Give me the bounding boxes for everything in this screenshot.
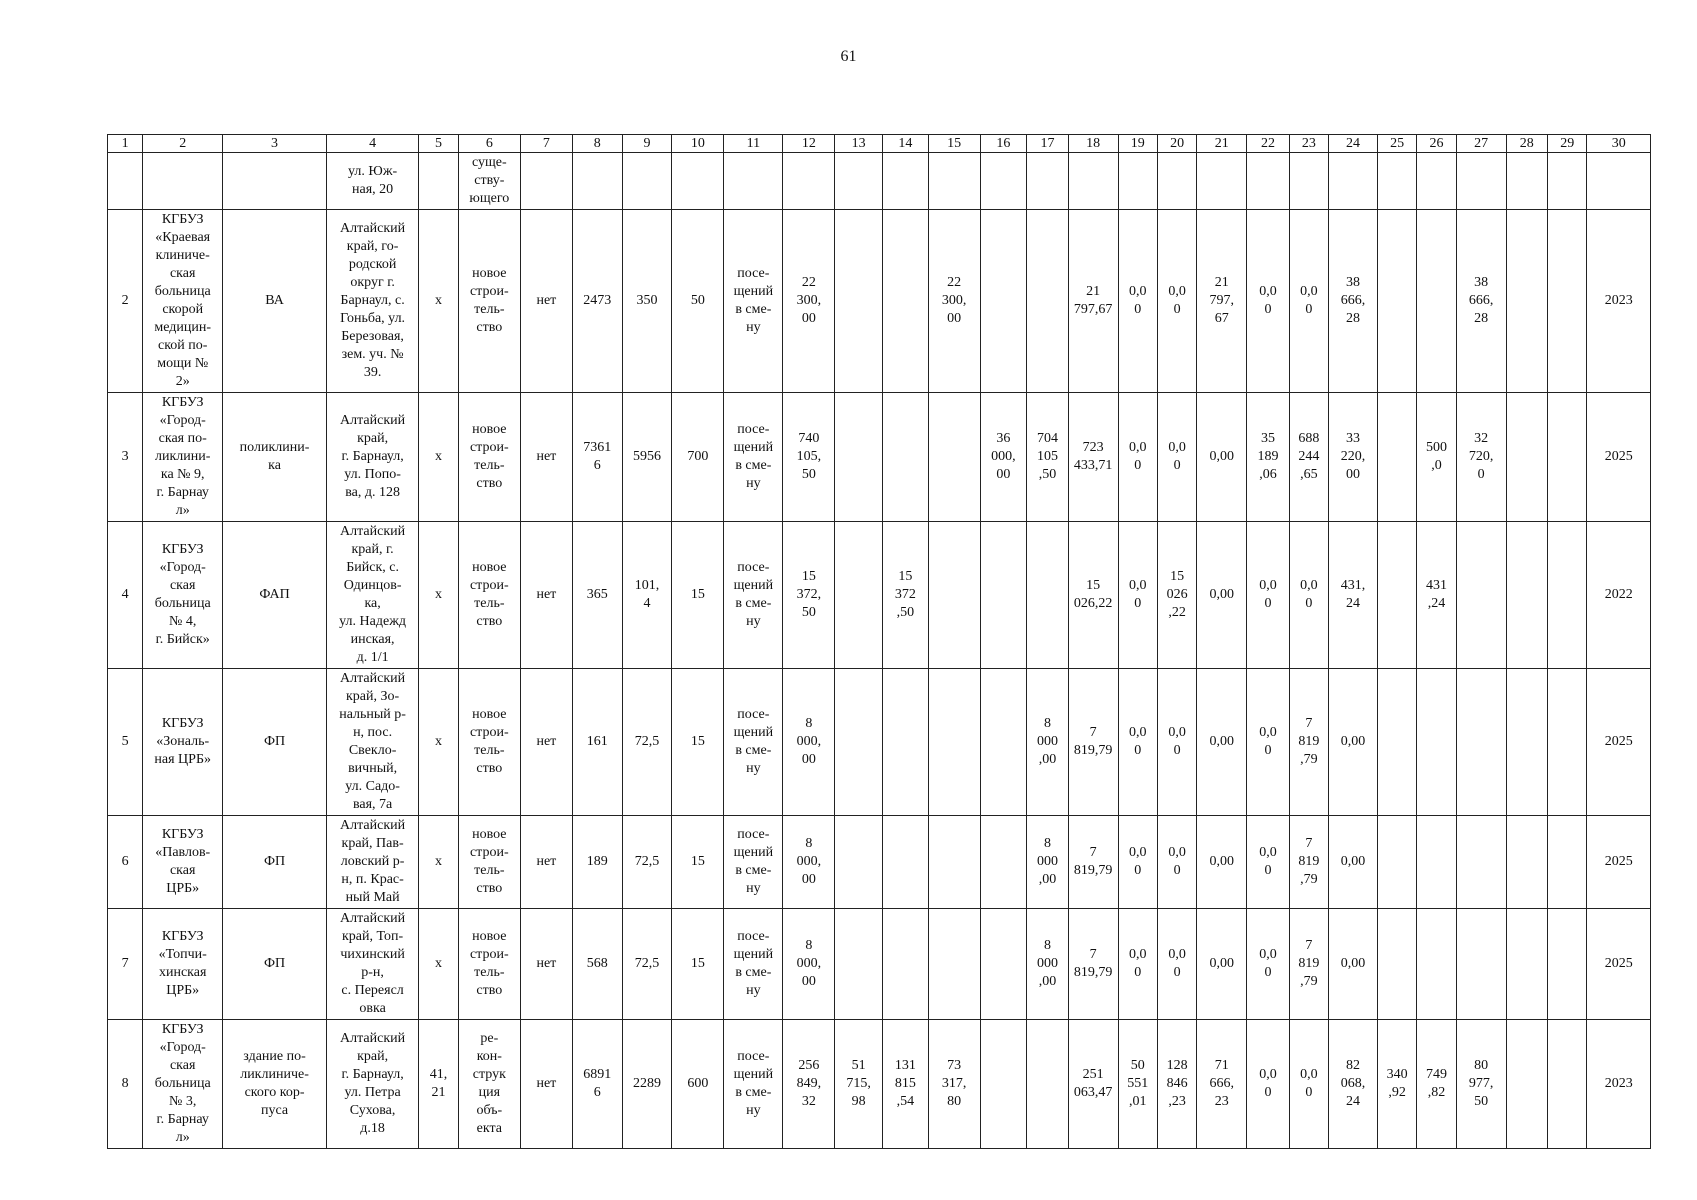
table-cell — [1548, 153, 1587, 210]
table-row — [108, 393, 1651, 522]
table-cell: 700 — [672, 393, 724, 522]
table-cell: 15 026,22 — [1068, 522, 1118, 669]
table-cell — [1377, 393, 1416, 522]
table-cell: 0,00 — [1197, 393, 1247, 522]
table-cell — [1456, 816, 1506, 909]
table-cell: 500 ,0 — [1417, 393, 1456, 522]
table-cell: 2025 — [1587, 816, 1651, 909]
table-cell: нет — [520, 210, 572, 393]
table-cell: посе- щений в сме- ну — [724, 816, 783, 909]
table-cell — [980, 210, 1027, 393]
table-cell: КГБУЗ «Город- ская по- ликлини- ка № 9, г. Барнау л» — [143, 393, 223, 522]
table-cell: 0,0 0 — [1157, 393, 1196, 522]
column-header: 23 — [1289, 135, 1328, 153]
table-cell — [572, 153, 622, 210]
table-cell — [980, 1020, 1027, 1149]
table-cell: 2 — [108, 210, 143, 393]
table-row — [108, 522, 1651, 669]
table-cell — [1377, 153, 1416, 210]
table-cell: 35 189 ,06 — [1247, 393, 1290, 522]
table-cell: 6 — [108, 816, 143, 909]
table-cell: здание по- ликлиниче- ского кор- пуса — [223, 1020, 327, 1149]
table-cell — [835, 816, 883, 909]
table-cell: 7 — [108, 909, 143, 1020]
table-cell: КГБУЗ «Краевая клиниче- ская больница скорой медицин- ской по- мощи № 2» — [143, 210, 223, 393]
table-cell: 8 000, 00 — [783, 816, 835, 909]
table-cell: 0,0 0 — [1118, 393, 1157, 522]
table-cell: 131 815 ,54 — [883, 1020, 929, 1149]
table-cell: 8 000 ,00 — [1027, 816, 1069, 909]
table-cell: КГБУЗ «Павлов- ская ЦРБ» — [143, 816, 223, 909]
table-cell — [1417, 816, 1456, 909]
table-cell: 72,5 — [622, 669, 672, 816]
table-cell — [883, 393, 929, 522]
table-cell — [1548, 393, 1587, 522]
table-cell — [1548, 669, 1587, 816]
table-cell: 0,0 0 — [1247, 210, 1290, 393]
table-cell: 0,0 0 — [1118, 210, 1157, 393]
table-cell — [883, 153, 929, 210]
table-cell: ФП — [223, 669, 327, 816]
table-cell: 0,00 — [1329, 909, 1378, 1020]
table-cell: 128 846 ,23 — [1157, 1020, 1196, 1149]
table-cell — [928, 153, 980, 210]
table-row — [108, 669, 1651, 816]
table-row — [108, 153, 1651, 210]
table-cell: 71 666, 23 — [1197, 1020, 1247, 1149]
column-header: 29 — [1548, 135, 1587, 153]
table-cell — [622, 153, 672, 210]
column-header: 11 — [724, 135, 783, 153]
column-header: 25 — [1377, 135, 1416, 153]
table-cell: 7 819 ,79 — [1289, 909, 1328, 1020]
table-cell: 2473 — [572, 210, 622, 393]
table-cell: 0,0 0 — [1157, 816, 1196, 909]
column-header: 17 — [1027, 135, 1069, 153]
table-cell: 740 105, 50 — [783, 393, 835, 522]
table-cell: 8 000, 00 — [783, 909, 835, 1020]
table-cell: ФАП — [223, 522, 327, 669]
table-cell — [835, 210, 883, 393]
table-cell — [1377, 210, 1416, 393]
table-cell — [980, 153, 1027, 210]
column-header: 13 — [835, 135, 883, 153]
table-cell: 32 720, 0 — [1456, 393, 1506, 522]
table-cell — [1506, 393, 1548, 522]
column-header: 7 — [520, 135, 572, 153]
table-cell: 256 849, 32 — [783, 1020, 835, 1149]
column-header: 12 — [783, 135, 835, 153]
table-cell — [1417, 909, 1456, 1020]
table-cell: посе- щений в сме- ну — [724, 393, 783, 522]
table-cell: 0,0 0 — [1118, 669, 1157, 816]
table-cell: ВА — [223, 210, 327, 393]
table-cell — [1548, 816, 1587, 909]
table-cell: ФП — [223, 909, 327, 1020]
table-cell: 0,0 0 — [1247, 522, 1290, 669]
table-row — [108, 210, 1651, 393]
table-cell: 704 105 ,50 — [1027, 393, 1069, 522]
table-cell: 7 819,79 — [1068, 816, 1118, 909]
table-cell — [835, 393, 883, 522]
table-cell — [672, 153, 724, 210]
table-cell: ре- кон- струк ция объ- екта — [458, 1020, 520, 1149]
table-cell: 0,00 — [1329, 816, 1378, 909]
table-cell: 431 ,24 — [1417, 522, 1456, 669]
table-cell: 15 026 ,22 — [1157, 522, 1196, 669]
table-cell: 72,5 — [622, 816, 672, 909]
table-cell — [980, 909, 1027, 1020]
table-cell: 51 715, 98 — [835, 1020, 883, 1149]
table-cell: 8 000 ,00 — [1027, 669, 1069, 816]
table-cell: посе- щений в сме- ну — [724, 909, 783, 1020]
table-cell: 568 — [572, 909, 622, 1020]
column-header: 15 — [928, 135, 980, 153]
facilities-table — [107, 134, 1651, 1149]
table-cell: нет — [520, 393, 572, 522]
table-cell: 73 317, 80 — [928, 1020, 980, 1149]
table-row — [108, 909, 1651, 1020]
table-cell — [835, 669, 883, 816]
table-cell — [223, 153, 327, 210]
table-cell: КГБУЗ «Город- ская больница № 3, г. Барнау л» — [143, 1020, 223, 1149]
table-cell — [835, 153, 883, 210]
table-cell — [883, 210, 929, 393]
table-cell: 22 300, 00 — [783, 210, 835, 393]
table-row — [108, 1020, 1651, 1149]
column-header: 20 — [1157, 135, 1196, 153]
table-cell — [1377, 669, 1416, 816]
table-cell: нет — [520, 909, 572, 1020]
table-cell: 2025 — [1587, 909, 1651, 1020]
table-cell: 15 — [672, 816, 724, 909]
table-cell: 0,0 0 — [1289, 210, 1328, 393]
table-cell: 7 819 ,79 — [1289, 669, 1328, 816]
column-header: 14 — [883, 135, 929, 153]
table-cell: 101, 4 — [622, 522, 672, 669]
table-cell: 2025 — [1587, 393, 1651, 522]
table-cell: 15 — [672, 909, 724, 1020]
table-cell: 0,0 0 — [1157, 669, 1196, 816]
table-cell: 0,0 0 — [1118, 909, 1157, 1020]
table-cell: 0,0 0 — [1247, 669, 1290, 816]
table-cell: 189 — [572, 816, 622, 909]
table-cell: 50 551 ,01 — [1118, 1020, 1157, 1149]
table-cell: 2289 — [622, 1020, 672, 1149]
table-cell: 0,00 — [1197, 522, 1247, 669]
table-cell — [883, 669, 929, 816]
table-cell — [1506, 816, 1548, 909]
column-header: 16 — [980, 135, 1027, 153]
table-cell: 6891 6 — [572, 1020, 622, 1149]
column-header: 2 — [143, 135, 223, 153]
table-cell — [1587, 153, 1651, 210]
table-cell: 749 ,82 — [1417, 1020, 1456, 1149]
table-cell: 5 — [108, 669, 143, 816]
table-cell — [1456, 153, 1506, 210]
column-header: 4 — [326, 135, 418, 153]
table-cell — [1506, 909, 1548, 1020]
table-cell — [1417, 210, 1456, 393]
table-cell: 2023 — [1587, 1020, 1651, 1149]
table-cell — [980, 816, 1027, 909]
table-cell: новое строи- тель- ство — [458, 909, 520, 1020]
table-cell: 15 — [672, 669, 724, 816]
table-cell — [883, 909, 929, 1020]
column-header: 5 — [419, 135, 458, 153]
table-cell — [928, 393, 980, 522]
table-cell — [1456, 669, 1506, 816]
table-cell — [108, 153, 143, 210]
table-cell: х — [419, 210, 458, 393]
table-cell — [1289, 153, 1328, 210]
table-cell: 21 797,67 — [1068, 210, 1118, 393]
column-header: 28 — [1506, 135, 1548, 153]
table-cell: нет — [520, 816, 572, 909]
table-cell — [928, 669, 980, 816]
table-cell: 0,0 0 — [1289, 522, 1328, 669]
table-cell: нет — [520, 1020, 572, 1149]
table-cell — [835, 909, 883, 1020]
table-cell: 33 220, 00 — [1329, 393, 1378, 522]
table-cell: Алтайский край, го- родской округ г. Барнаул, с. Гоньба, ул. Березовая, зем. уч. № 39. — [326, 210, 418, 393]
table-cell — [1027, 153, 1069, 210]
table-cell: 8 000, 00 — [783, 669, 835, 816]
table-cell: 2025 — [1587, 669, 1651, 816]
table-cell: новое строи- тель- ство — [458, 669, 520, 816]
column-header: 27 — [1456, 135, 1506, 153]
column-header: 9 — [622, 135, 672, 153]
table-cell — [928, 522, 980, 669]
table-cell: 0,0 0 — [1118, 816, 1157, 909]
table-cell: 3 — [108, 393, 143, 522]
table-cell: Алтайский край, г. Бийск, с. Одинцов- ка, ул. Надежд инская, д. 1/1 — [326, 522, 418, 669]
table-cell — [1329, 153, 1378, 210]
table-cell: новое строи- тель- ство — [458, 522, 520, 669]
table-cell: 7361 6 — [572, 393, 622, 522]
table-cell — [1118, 153, 1157, 210]
table-cell: 723 433,71 — [1068, 393, 1118, 522]
column-header: 18 — [1068, 135, 1118, 153]
table-cell — [1456, 522, 1506, 669]
table-cell: 0,0 0 — [1247, 816, 1290, 909]
table-cell: 7 819 ,79 — [1289, 816, 1328, 909]
table-cell: 2023 — [1587, 210, 1651, 393]
table-cell — [1548, 522, 1587, 669]
table-cell: 5956 — [622, 393, 672, 522]
table-cell: 72,5 — [622, 909, 672, 1020]
table-cell: х — [419, 522, 458, 669]
table-cell — [928, 816, 980, 909]
table-cell: Алтайский край, г. Барнаул, ул. Петра Сухова, д.18 — [326, 1020, 418, 1149]
table-cell: 50 — [672, 210, 724, 393]
column-header: 1 — [108, 135, 143, 153]
table-cell: Алтайский край, Зо- нальный р- н, пос. Свекло- вичный, ул. Садо- вая, 7а — [326, 669, 418, 816]
table-cell: КГБУЗ «Зональ- ная ЦРБ» — [143, 669, 223, 816]
table-cell — [980, 522, 1027, 669]
table-cell: ФП — [223, 816, 327, 909]
page-number: 61 — [840, 48, 857, 65]
table-cell — [1157, 153, 1196, 210]
table-cell: 0,00 — [1329, 669, 1378, 816]
table-cell — [1506, 1020, 1548, 1149]
column-header: 26 — [1417, 135, 1456, 153]
table-cell: посе- щений в сме- ну — [724, 669, 783, 816]
table-cell — [1027, 1020, 1069, 1149]
table-cell: 0,0 0 — [1247, 1020, 1290, 1149]
table-cell: 2022 — [1587, 522, 1651, 669]
table-cell: новое строи- тель- ство — [458, 210, 520, 393]
table-cell: Алтайский край, Пав- ловский р- н, п. Крас- ный Май — [326, 816, 418, 909]
table-cell: ул. Юж- ная, 20 — [326, 153, 418, 210]
table-cell: 82 068, 24 — [1329, 1020, 1378, 1149]
table-cell: суще- ству- ющего — [458, 153, 520, 210]
table-cell: 7 819,79 — [1068, 909, 1118, 1020]
table-cell: 7 819,79 — [1068, 669, 1118, 816]
table-cell: нет — [520, 522, 572, 669]
table-cell: 688 244 ,65 — [1289, 393, 1328, 522]
table-cell — [1027, 210, 1069, 393]
column-header: 22 — [1247, 135, 1290, 153]
table-cell: 161 — [572, 669, 622, 816]
column-header: 19 — [1118, 135, 1157, 153]
table-cell — [1417, 669, 1456, 816]
column-header: 30 — [1587, 135, 1651, 153]
table-cell: 8 000 ,00 — [1027, 909, 1069, 1020]
table-cell — [1068, 153, 1118, 210]
column-header: 10 — [672, 135, 724, 153]
table-cell — [143, 153, 223, 210]
table-cell: КГБУЗ «Город- ская больница № 4, г. Бийск» — [143, 522, 223, 669]
table-cell: 0,0 0 — [1289, 1020, 1328, 1149]
table-cell — [1377, 522, 1416, 669]
table-cell: новое строи- тель- ство — [458, 393, 520, 522]
table-cell: 36 000, 00 — [980, 393, 1027, 522]
table-cell: 0,0 0 — [1118, 522, 1157, 669]
table-cell — [1027, 522, 1069, 669]
table-cell: 251 063,47 — [1068, 1020, 1118, 1149]
table-cell: 8 — [108, 1020, 143, 1149]
table-cell: х — [419, 669, 458, 816]
table-cell: Алтайский край, Топ- чихинский р-н, с. Переясл овка — [326, 909, 418, 1020]
table-cell — [1548, 909, 1587, 1020]
table-cell: посе- щений в сме- ну — [724, 1020, 783, 1149]
table-cell: 21 797, 67 — [1197, 210, 1247, 393]
table-cell — [520, 153, 572, 210]
table-cell: 15 372, 50 — [783, 522, 835, 669]
table-cell — [783, 153, 835, 210]
table-cell — [1377, 909, 1416, 1020]
column-number-row — [108, 135, 1651, 153]
table-cell: 15 372 ,50 — [883, 522, 929, 669]
table-cell — [883, 816, 929, 909]
table-cell — [1506, 669, 1548, 816]
table-cell: поликлини- ка — [223, 393, 327, 522]
table-cell: 41, 21 — [419, 1020, 458, 1149]
table-cell: 22 300, 00 — [928, 210, 980, 393]
table-cell: 0,0 0 — [1247, 909, 1290, 1020]
table-cell: 38 666, 28 — [1456, 210, 1506, 393]
table-cell — [1377, 816, 1416, 909]
table-cell — [1548, 210, 1587, 393]
table-cell: х — [419, 909, 458, 1020]
table-cell: 350 — [622, 210, 672, 393]
table-cell: 0,0 0 — [1157, 909, 1196, 1020]
table-cell: 0,00 — [1197, 816, 1247, 909]
table-cell — [724, 153, 783, 210]
table-cell: 0,0 0 — [1157, 210, 1196, 393]
table-cell: посе- щений в сме- ну — [724, 522, 783, 669]
table-cell: 365 — [572, 522, 622, 669]
table-row — [108, 816, 1651, 909]
table-cell: новое строи- тель- ство — [458, 816, 520, 909]
column-header: 8 — [572, 135, 622, 153]
table-cell — [835, 522, 883, 669]
table-cell — [1506, 210, 1548, 393]
column-header: 3 — [223, 135, 327, 153]
table-cell — [1417, 153, 1456, 210]
table-cell — [1456, 909, 1506, 1020]
table-cell: 38 666, 28 — [1329, 210, 1378, 393]
table-cell: посе- щений в сме- ну — [724, 210, 783, 393]
table-cell — [419, 153, 458, 210]
table-cell: КГБУЗ «Топчи- хинская ЦРБ» — [143, 909, 223, 1020]
column-header: 24 — [1329, 135, 1378, 153]
table-cell — [980, 669, 1027, 816]
table-cell: 431, 24 — [1329, 522, 1378, 669]
table-cell: х — [419, 816, 458, 909]
table-cell: 4 — [108, 522, 143, 669]
column-header: 6 — [458, 135, 520, 153]
table-cell — [1197, 153, 1247, 210]
table-cell: нет — [520, 669, 572, 816]
table-cell: 0,00 — [1197, 669, 1247, 816]
table-cell: 15 — [672, 522, 724, 669]
table-cell — [1506, 153, 1548, 210]
table-cell: 340 ,92 — [1377, 1020, 1416, 1149]
table-cell: 0,00 — [1197, 909, 1247, 1020]
table-cell — [1506, 522, 1548, 669]
table-cell — [928, 909, 980, 1020]
table-cell — [1548, 1020, 1587, 1149]
table-cell — [1247, 153, 1290, 210]
table-cell: х — [419, 393, 458, 522]
table-cell: 600 — [672, 1020, 724, 1149]
table-cell: Алтайский край, г. Барнаул, ул. Попо- ва, д. 128 — [326, 393, 418, 522]
column-header: 21 — [1197, 135, 1247, 153]
table-cell: 80 977, 50 — [1456, 1020, 1506, 1149]
